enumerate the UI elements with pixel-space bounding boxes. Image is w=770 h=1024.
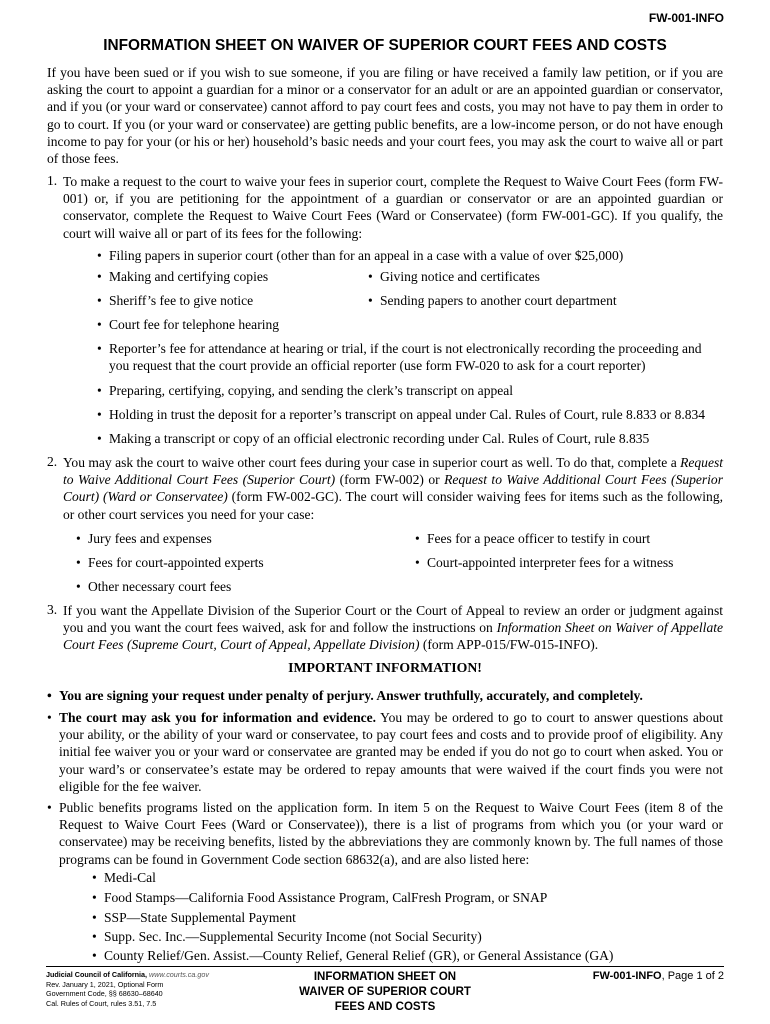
list-item: • Court-appointed interpreter fees for a witness [415,555,674,570]
item-3-text: If you want the Appellate Division of the Superior Court or the Court of Appeal to review an order or judgment against you and you want the court fees waived, ask for and follow the instructions on Information Sheet on Waiver of Appellate Court Fees (Supreme Court, Court of Appeal, Appellate Division) (form APP-015/FW-015-INFO). [63,603,723,653]
list-item: • Sending papers to another court department [368,293,617,308]
list-item: • Preparing, certifying, copying, and sending the clerk’s transcript on appeal [97,383,514,398]
list-item: • Making a transcript or copy of an official electronic recording under Cal. Rules of Court, rule 8.835 [97,431,650,446]
item-1-text: To make a request to the court to waive your fees in superior court, complete the Request to Waive Court Fees (form FW-001) or, if you are petitioning for the appointment of a guardian or conservator or are an appointed guardian or conservator, complete the Request to Waive Court Fees (Ward or Conservatee) (form FW-001-GC). If you qualify, the court will waive all or part of its fees for the following: [63,174,723,241]
item-2-number: 2. [47,454,58,469]
intro-paragraph: If you have been sued or if you wish to sue someone, if you are filing or have received a family law petition, or if you are asking the court to appoint a guardian for a minor or a conservator for an adult or are an appointed guardian or conservator, and if you (or your ward or conservatee) cannot afford to pay court fees and costs, you may not have to pay them in order to go to court. If you (or your ward or conservatee) are getting public benefits, are a low-income person, or do not have enough income to pay for your (or his or her) household’s basic needs and your court fees, you may ask the court to waive all or part of those fees. [47,65,723,167]
item-3-number: 3. [47,602,58,617]
footer-citation: Judicial Council of California, www.courts.ca.gov Rev. January 1, 2021, Optional Form Government Code, §§ 68630–68640 Cal. Rules of Court, rules 3.51, 7.5 [46,970,209,1008]
form-id: FW-001-INFO [648,11,724,25]
important-heading: IMPORTANT INFORMATION! [288,660,482,675]
list-item: • Other necessary court fees [76,579,232,594]
list-item: • Jury fees and expenses [76,531,212,546]
program-item: • County Relief/Gen. Assist.—County Relief, General Relief (GR), or General Assistance (GA) [92,948,614,963]
list-item: • Giving notice and certificates [368,269,540,284]
program-item: • Medi-Cal [92,870,156,885]
footer-title: INFORMATION SHEET ON WAIVER OF SUPERIOR COURT FEES AND COSTS [299,971,471,1013]
important-bullet-benefits: • Public benefits programs listed on the application form. In item 5 on the Request to Waive Court Fees (item 8 of the Request to Waive Court Fees (Ward or Conservatee)), there is a list of programs from which you (or your ward or conservatee) may be receiving benefits, listed by the abbreviations they are commonly known by. The full names of those programs can be found in Government Code section 68632(a), and are also listed here: [47,800,723,867]
list-item: • Sheriff’s fee to give notice [97,293,254,308]
item-1-number: 1. [47,173,58,188]
footer-divider [46,966,724,967]
important-bullet-evidence: • The court may ask you for information and evidence. You may be ordered to go to court to answer questions about your ability, or the ability of your ward or conservatee, to pay court fees and costs and to provide proof of eligibility. Any initial fee waiver you or your ward or conservatee are granted may be ended if you do not go to court when asked. You or your ward’s or conservatee’s estate may be ordered to repay amounts that were waived if the court finds you were not eligible for the fee waiver. [47,710,724,794]
list-item: • Making and certifying copies [97,269,269,284]
program-item: • Food Stamps—California Food Assistance Program, CalFresh Program, or SNAP [92,890,548,905]
list-item: • Reporter’s fee for attendance at hearing or trial, if the court is not electronically recording the proceeding and you request that the court provide an official reporter (use form FW-020 to ask for a court reporter) [97,341,702,374]
page-title: INFORMATION SHEET ON WAIVER OF SUPERIOR COURT FEES AND COSTS [103,37,667,54]
program-item: • SSP—State Supplemental Payment [92,910,296,925]
list-item: • Fees for court-appointed experts [76,555,264,570]
list-item: • Filing papers in superior court (other than for an appeal in a case with a value of over $25,000) [97,248,624,263]
important-bullet-perjury: • You are signing your request under penalty of perjury. Answer truthfully, accurately, and completely. [47,688,643,703]
program-item: • Supp. Sec. Inc.—Supplemental Security Income (not Social Security) [92,929,482,944]
courts-website-link[interactable]: www.courts.ca.gov [147,970,209,979]
list-item: • Holding in trust the deposit for a reporter’s transcript on appeal under Cal. Rules of Court, rule 8.833 or 8.834 [97,407,706,422]
page-number: FW-001-INFO, Page 1 of 2 [592,970,724,982]
list-item: • Fees for a peace officer to testify in court [415,531,651,546]
item-2-text: You may ask the court to waive other court fees during your case in superior court as well. To do that, complete a Request to Waive Additional Court Fees (Superior Court) (form FW-002) or Request to Waive Additional Court Fees (Superior Court) (Ward or Conservatee) (form FW-002-GC). The court will consider waiving fees for items such as the following, or other court services you need for your case: [63,455,723,522]
list-item: • Court fee for telephone hearing [97,317,280,332]
